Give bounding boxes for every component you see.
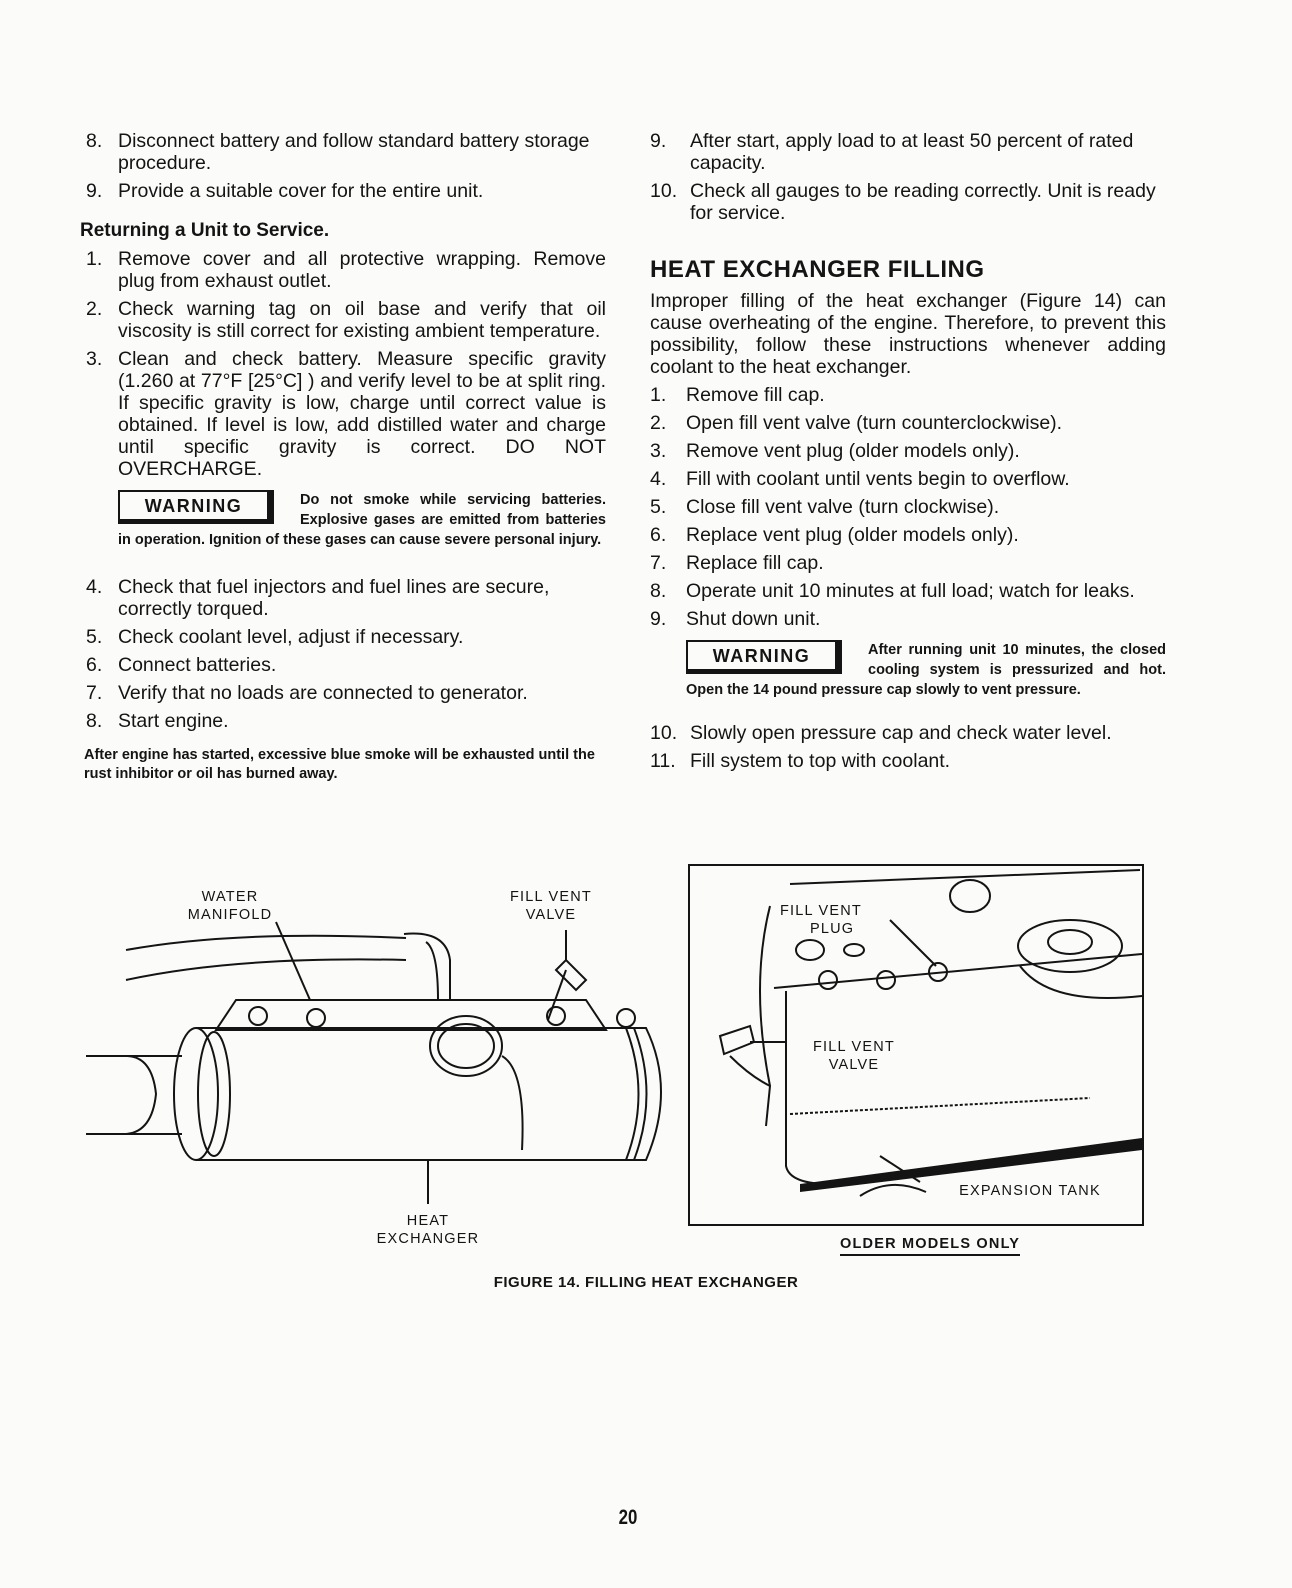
list-item [86,626,606,648]
step-number: 2. [650,412,667,434]
step-number: 10. [650,180,678,202]
step-number: 8. [86,130,103,152]
label-line: HEAT [406,1213,450,1229]
step-number: 10. [650,722,678,744]
step-text: Remove fill cap. [686,384,825,406]
list-item [650,180,1166,224]
list-item [650,468,1166,490]
page-number: 20 [618,1506,638,1529]
list-item [86,654,606,676]
step-number: 7. [650,552,667,574]
step-text: Shut down unit. [686,608,821,630]
fill-vent-plug-label [780,902,900,938]
list-item [650,524,1166,546]
step-number: 4. [650,468,667,490]
step-text: Operate unit 10 minutes at full load; watch for leaks. [686,580,1135,602]
step-number: 9. [86,180,103,202]
step-number: 5. [86,626,103,648]
step-text: Start engine. [118,710,229,732]
step-number: 7. [86,682,103,704]
storage-steps [86,130,606,202]
fill-steps [650,384,1166,630]
step-text: Verify that no loads are connected to generator. [118,682,528,704]
left-column [80,130,606,784]
step-text: Remove cover and all protective wrapping. Remove plug from exhaust outlet. [118,248,606,292]
step-number: 1. [650,384,667,406]
label-line: VALVE [828,1057,880,1073]
list-item [650,750,1166,772]
step-number: 6. [650,524,667,546]
label-line: FILL VENT [510,889,592,905]
step-number: 11. [650,750,676,772]
label-line: MANIFOLD [187,907,273,923]
list-item [86,682,606,704]
blue-smoke-note: After engine has started, excessive blue smoke will be exhausted until the rust inhibitor or oil has burned away. [84,747,595,782]
list-item [650,722,1166,744]
step-number: 8. [86,710,103,732]
list-item [86,248,606,292]
step-number: 6. [86,654,103,676]
list-item [86,576,606,620]
older-models-illustration [688,864,1144,1226]
list-item [650,552,1166,574]
intro-paragraph: Improper filling of the heat exchanger (Figure 14) can cause overheating of the engine. Therefore, to prevent this possibility, follow these instructions whenever adding coolant to the heat exchanger. [650,290,1166,378]
fill-vent-valve-label-right [794,1038,914,1074]
list-item [650,440,1166,462]
right-column [650,130,1166,778]
step-text: Fill with coolant until vents begin to overflow. [686,468,1070,490]
return-steps-b [86,576,606,732]
label-line: EXCHANGER [376,1231,480,1247]
warning-text: Do not smoke while servicing batteries. Explosive gases are emitted from batteries in operation. Ignition of these gases can cause severe personal injury. [118,492,606,548]
list-item [650,384,1166,406]
step-number: 2. [86,298,103,320]
fill-vent-valve-label [496,888,606,924]
list-item [650,412,1166,434]
step-text: Clean and check battery. Measure specific gravity (1.260 at 77°F [25°C] ) and verify level to be at split ring. If specific gravity is low, charge until correct value is obtained. If level is low, add distilled water and charge until specific gravity is correct. DO NOT OVERCHARGE. [118,348,606,480]
label-line: WATER [201,889,259,905]
step-text: Disconnect battery and follow standard battery storage procedure. [118,130,590,174]
list-item [86,180,606,202]
step-text: Close fill vent valve (turn clockwise). [686,496,1000,518]
label-line: PLUG [810,921,855,937]
list-item [86,710,606,732]
warning-label: WARNING [686,640,842,674]
final-steps [650,722,1166,772]
step-text: Slowly open pressure cap and check water level. [690,722,1112,744]
label-line: FILL VENT [813,1039,895,1055]
list-item [86,298,606,342]
list-item [86,130,606,174]
return-steps-a [86,248,606,480]
start-steps [650,130,1166,224]
heat-exchanger-label [366,1212,490,1248]
list-item [650,496,1166,518]
list-item [650,130,1166,174]
pressure-warning [686,640,1166,700]
step-text: Remove vent plug (older models only). [686,440,1020,462]
battery-warning [118,490,606,550]
step-text: After start, apply load to at least 50 percent of rated capacity. [690,130,1134,174]
list-item [650,580,1166,602]
step-number: 1. [86,248,103,270]
step-number: 8. [650,580,667,602]
step-number: 5. [650,496,667,518]
figure-caption: FIGURE 14. FILLING HEAT EXCHANGER [493,1274,799,1291]
step-text: Connect batteries. [118,654,277,676]
expansion-tank-drawing [690,866,1142,1224]
older-models-label: OLDER MODELS ONLY [840,1236,1020,1256]
step-text: Provide a suitable cover for the entire unit. [118,180,484,202]
list-item [650,608,1166,630]
step-text: Fill system to top with coolant. [690,750,951,772]
step-text: Check warning tag on oil base and verify that oil viscosity is still correct for existing ambient temperature. [118,298,606,342]
step-text: Check that fuel injectors and fuel lines are secure, correctly torqued. [118,576,550,620]
step-number: 3. [650,440,667,462]
warning-text: After running unit 10 minutes, the closed cooling system is pressurized and hot. Open the 14 pound pressure cap slowly to vent pressure. [686,642,1166,698]
expansion-tank-label: EXPANSION TANK [959,1183,1101,1199]
returning-heading: Returning a Unit to Service. [80,220,330,241]
list-item [86,348,606,480]
section-heading: HEAT EXCHANGER FILLING [650,256,985,283]
step-text: Replace fill cap. [686,552,824,574]
step-text: Check all gauges to be reading correctly. Unit is ready for service. [690,180,1156,224]
step-number: 9. [650,130,667,152]
water-manifold-label [170,888,290,924]
label-line: FILL VENT [780,903,862,919]
warning-label: WARNING [118,490,274,524]
step-number: 3. [86,348,103,370]
heat-exchanger-illustration [86,860,682,1260]
label-line: VALVE [525,907,577,923]
step-text: Replace vent plug (older models only). [686,524,1019,546]
step-number: 4. [86,576,103,598]
step-number: 9. [650,608,667,630]
step-text: Check coolant level, adjust if necessary. [118,626,464,648]
step-text: Open fill vent valve (turn counterclockwise). [686,412,1063,434]
